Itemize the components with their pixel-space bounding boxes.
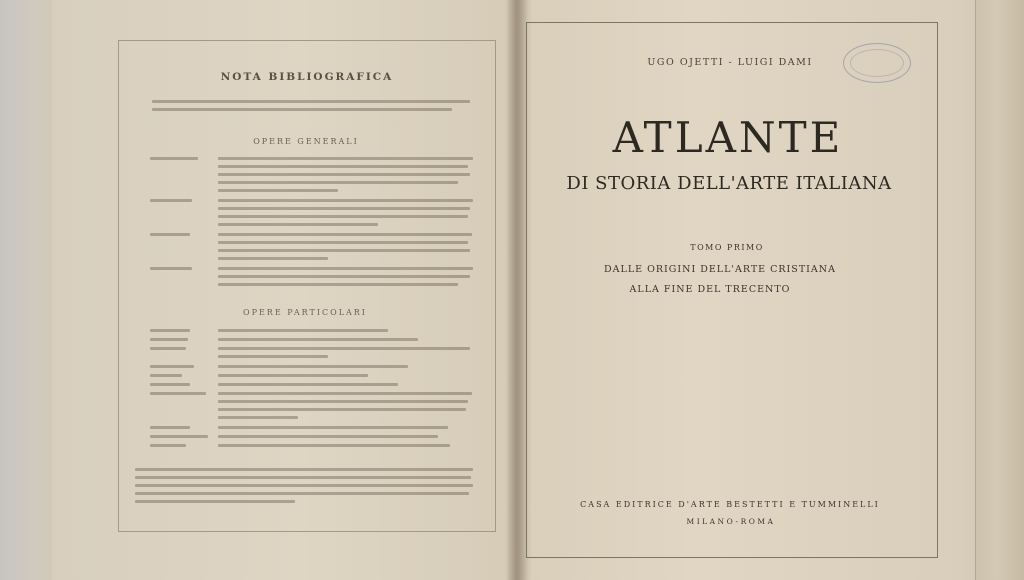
volume-subtitle-line1: DALLE ORIGINI DELL'ARTE CRISTIANA <box>604 264 836 275</box>
footnote-line <box>135 476 471 479</box>
entry-author <box>150 435 208 438</box>
next-page-edge <box>975 0 1024 580</box>
entry-text-line <box>218 444 450 447</box>
entry-author <box>150 383 190 386</box>
entry-text-line <box>218 241 468 244</box>
opere-particolari-heading: OPERE PARTICOLARI <box>243 308 367 317</box>
book-gutter <box>506 0 528 580</box>
entry-text-line <box>218 257 328 260</box>
entry-text-line <box>218 347 470 350</box>
library-stamp <box>843 43 911 83</box>
entry-author <box>150 426 190 429</box>
volume-subtitle-line2: ALLA FINE DEL TRECENTO <box>629 284 791 295</box>
entry-text-line <box>218 173 470 176</box>
publisher: CASA EDITRICE D'ARTE BESTETTI E TUMMINELLI <box>580 500 880 509</box>
volume-label: TOMO PRIMO <box>690 243 764 252</box>
entry-text-line <box>218 400 468 403</box>
book-title: ATLANTE <box>612 113 844 162</box>
entry-text-line <box>218 408 466 411</box>
left-page-frame <box>118 40 496 532</box>
entry-author <box>150 329 190 332</box>
entry-text-line <box>218 215 468 218</box>
publication-place: MILANO-ROMA <box>686 517 776 526</box>
footnote-line <box>135 484 473 487</box>
entry-text-line <box>218 199 473 202</box>
entry-text-line <box>218 338 418 341</box>
entry-text-line <box>218 233 472 236</box>
entry-author <box>150 338 188 341</box>
entry-text-line <box>218 223 378 226</box>
entry-author <box>150 267 192 270</box>
entry-text-line <box>218 392 472 395</box>
entry-text-line <box>218 435 438 438</box>
footnote-line <box>135 492 469 495</box>
entry-text-line <box>218 374 368 377</box>
entry-text-line <box>218 283 458 286</box>
entry-text-line <box>218 249 470 252</box>
entry-author <box>150 392 206 395</box>
entry-text-line <box>218 275 470 278</box>
entry-author <box>150 365 194 368</box>
entry-text-line <box>218 165 468 168</box>
entry-author <box>150 347 186 350</box>
entry-text-line <box>218 329 388 332</box>
intro-text-line <box>152 100 470 103</box>
entry-text-line <box>218 189 338 192</box>
entry-author <box>150 233 190 236</box>
entry-text-line <box>218 181 458 184</box>
nota-bibliografica-title: NOTA BIBLIOGRAFICA <box>220 71 394 83</box>
footnote-line <box>135 500 295 503</box>
entry-author <box>150 199 192 202</box>
footnote-line <box>135 468 473 471</box>
entry-text-line <box>218 416 298 419</box>
entry-text-line <box>218 267 473 270</box>
entry-text-line <box>218 383 398 386</box>
table-surface <box>0 0 52 580</box>
authors: UGO OJETTI - LUIGI DAMI <box>647 57 813 68</box>
entry-text-line <box>218 365 408 368</box>
opere-generali-heading: OPERE GENERALI <box>253 137 359 146</box>
entry-author <box>150 374 182 377</box>
entry-text-line <box>218 207 470 210</box>
entry-text-line <box>218 157 473 160</box>
entry-text-line <box>218 426 448 429</box>
entry-author <box>150 444 186 447</box>
book-subtitle: DI STORIA DELL'ARTE ITALIANA <box>566 173 892 194</box>
intro-text-line <box>152 108 452 111</box>
entry-author <box>150 157 198 160</box>
entry-text-line <box>218 355 328 358</box>
